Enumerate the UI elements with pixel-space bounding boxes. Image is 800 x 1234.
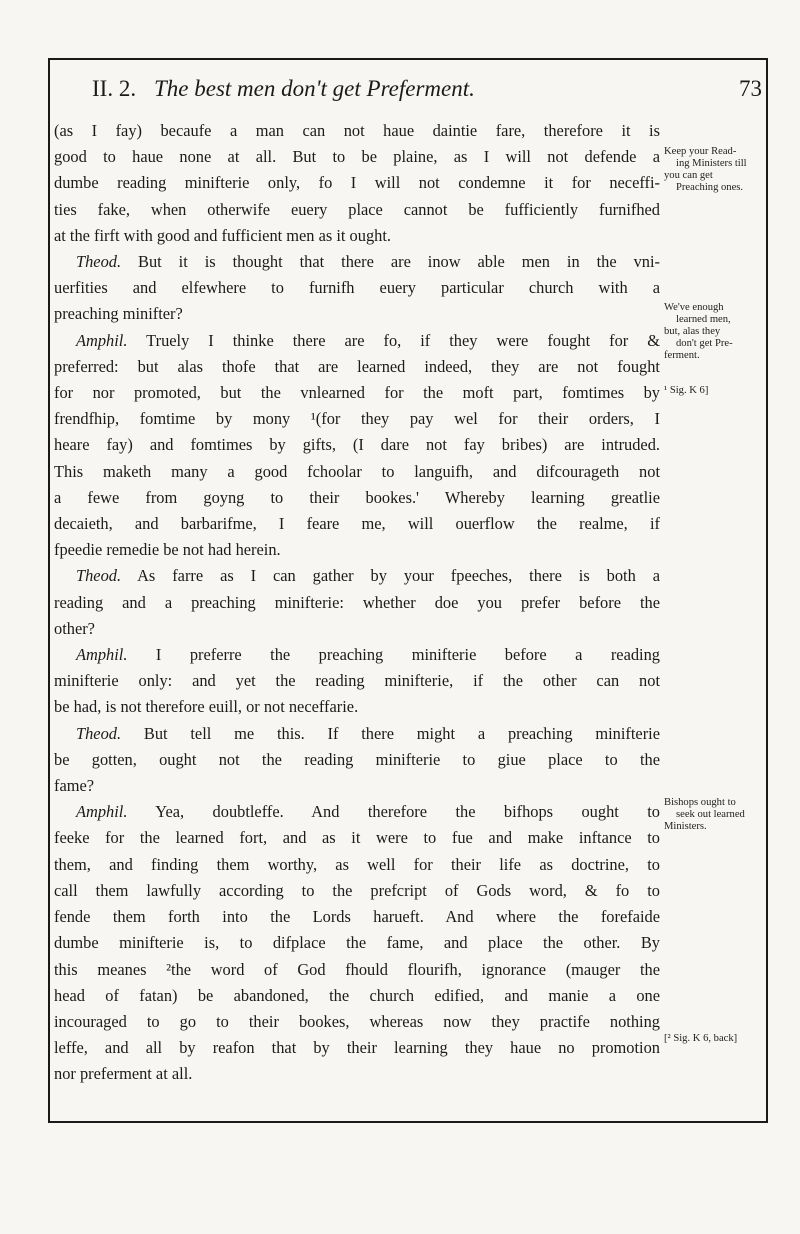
text-line: (as I fay) becaufe a man can not haue daintie fare, therefore it is bbox=[54, 121, 660, 140]
text-line: frendfhip, fomtime by mony ¹(for they pay wel for their orders, I bbox=[54, 409, 660, 429]
text-line: heare fay) and fomtimes by gifts, (I dare not fay bribes) are intruded. bbox=[54, 435, 660, 455]
text-line: minifterie only: and yet the reading minifterie, if the other can not bbox=[54, 671, 660, 691]
speech-text: I preferre the preaching minifterie before a reading bbox=[155, 645, 660, 665]
note-line: ing Ministers till bbox=[676, 158, 747, 169]
text-line: for nor promoted, but the vnlearned for the moft part, fomtimes by bbox=[54, 383, 660, 403]
text-line bbox=[54, 563, 660, 589]
text-line: feeke for the learned fort, and as it were to fue and make inftance to bbox=[54, 828, 660, 848]
text-line: dumbe minifterie is, to difplace the fame, and place the other. By bbox=[54, 933, 660, 953]
chapter-number: II. 2. bbox=[92, 76, 137, 101]
text-line: other? bbox=[54, 618, 95, 638]
text-line: be gotten, ought not the reading minifterie to giue place to the bbox=[54, 749, 660, 769]
note-line: don't get Pre- bbox=[676, 338, 733, 349]
text-line: uerfities and elfewhere to furnifh euery particular church with a bbox=[54, 278, 660, 298]
text-line: head of fatan) be abandoned, the church edified, and manie a one bbox=[54, 985, 660, 1005]
note-line: Bishops ought to bbox=[664, 797, 736, 808]
text-line: reading and a preaching minifterie: whether doe you prefer before the bbox=[54, 592, 660, 612]
note-line: Keep your Read- bbox=[664, 146, 737, 157]
text-line: this meanes ²the word of God fhould flourifh, ignorance (mauger the bbox=[54, 959, 660, 979]
speech-text: Truely I thinke there are fo, if they were fought for & bbox=[146, 330, 660, 350]
text-line bbox=[54, 328, 660, 354]
text-line: ties fake, when otherwife euery place cannot be fufficiently furnifhed bbox=[54, 199, 660, 219]
text-line: leffe, and all by reafon that by their learning they haue no promotion bbox=[54, 1038, 660, 1058]
speech-text: But tell me this. If there might a preaching minifterie bbox=[143, 723, 660, 743]
running-title: The best men don't get Preferment. bbox=[154, 76, 475, 101]
speaker-name: Theod. bbox=[76, 723, 122, 743]
speech-text: As farre as I can gather by your fpeeches, there is both a bbox=[137, 566, 660, 586]
text-line: dumbe reading minifterie only, fo I will not condemne it for neceffi- bbox=[54, 173, 660, 193]
note-line: seek out learned bbox=[676, 809, 745, 820]
text-line: be had, is not therefore euill, or not neceffarie. bbox=[54, 697, 359, 717]
page-number: 73 bbox=[739, 76, 762, 101]
speaker-name: Amphil. bbox=[76, 645, 128, 665]
margin-note-reading-ministers bbox=[664, 146, 800, 194]
speaker-name: Amphil. bbox=[76, 330, 128, 350]
speaker-name: Theod. bbox=[76, 566, 122, 586]
text-line: at the firft with good and fufficient men as it ought. bbox=[54, 225, 391, 245]
body-text bbox=[54, 118, 660, 1088]
text-line: fende them forth into the Lords harueft. And where the forefaide bbox=[54, 907, 660, 927]
text-line: This maketh many a good fchoolar to languifh, and difcourageth not bbox=[54, 461, 660, 481]
text-line: preaching minifter? bbox=[54, 304, 183, 324]
note-line: We've enough bbox=[664, 302, 724, 313]
text-line: incouraged to go to their bookes, whereas now they practife nothing bbox=[54, 1011, 660, 1031]
text-line: nor preferment at all. bbox=[54, 1064, 193, 1084]
text-line: good to haue none at all. But to be plaine, as I will not defende a bbox=[54, 147, 660, 167]
speech-text: Yea, doubtleffe. And therefore the bifhops ought to bbox=[155, 802, 660, 822]
note-line: ferment. bbox=[664, 350, 700, 361]
text-line: call them lawfully according to the prefcript of Gods word, & fo to bbox=[54, 880, 660, 900]
note-line: Ministers. bbox=[664, 821, 707, 832]
text-line bbox=[54, 799, 660, 825]
text-line: fame? bbox=[54, 776, 95, 796]
margin-note-bishops bbox=[664, 797, 800, 833]
margin-note-learned-men bbox=[664, 302, 800, 362]
running-header bbox=[92, 70, 762, 108]
note-line: ¹ Sig. K 6] bbox=[664, 385, 709, 396]
speaker-name: Amphil. bbox=[76, 802, 128, 822]
text-line bbox=[54, 249, 660, 275]
text-line: a fewe from goyng to their bookes.' Whereby learning greatlie bbox=[54, 487, 660, 507]
note-line: learned men, bbox=[676, 314, 731, 325]
text-line bbox=[54, 721, 660, 747]
text-line: fpeedie remedie be not had herein. bbox=[54, 540, 281, 560]
text-line: preferred: but alas thofe that are learned indeed, they are not fought bbox=[54, 356, 660, 376]
speaker-name: Theod. bbox=[76, 252, 122, 272]
note-line: but, alas they bbox=[664, 326, 721, 337]
margin-note-signature-k6-back bbox=[664, 1033, 800, 1045]
note-line: Preaching ones. bbox=[676, 182, 744, 193]
note-line: [² Sig. K 6, back] bbox=[664, 1033, 738, 1044]
speech-text: But it is thought that there are inow able men in the vni- bbox=[138, 252, 660, 272]
text-line: them, and finding them worthy, as well for their life as doctrine, to bbox=[54, 854, 660, 874]
note-line: you can get bbox=[664, 170, 713, 181]
text-line bbox=[54, 642, 660, 668]
margin-note-signature-k6 bbox=[664, 385, 800, 397]
text-line: decaieth, and barbarifme, I feare me, will ouerflow the realme, if bbox=[54, 514, 660, 534]
